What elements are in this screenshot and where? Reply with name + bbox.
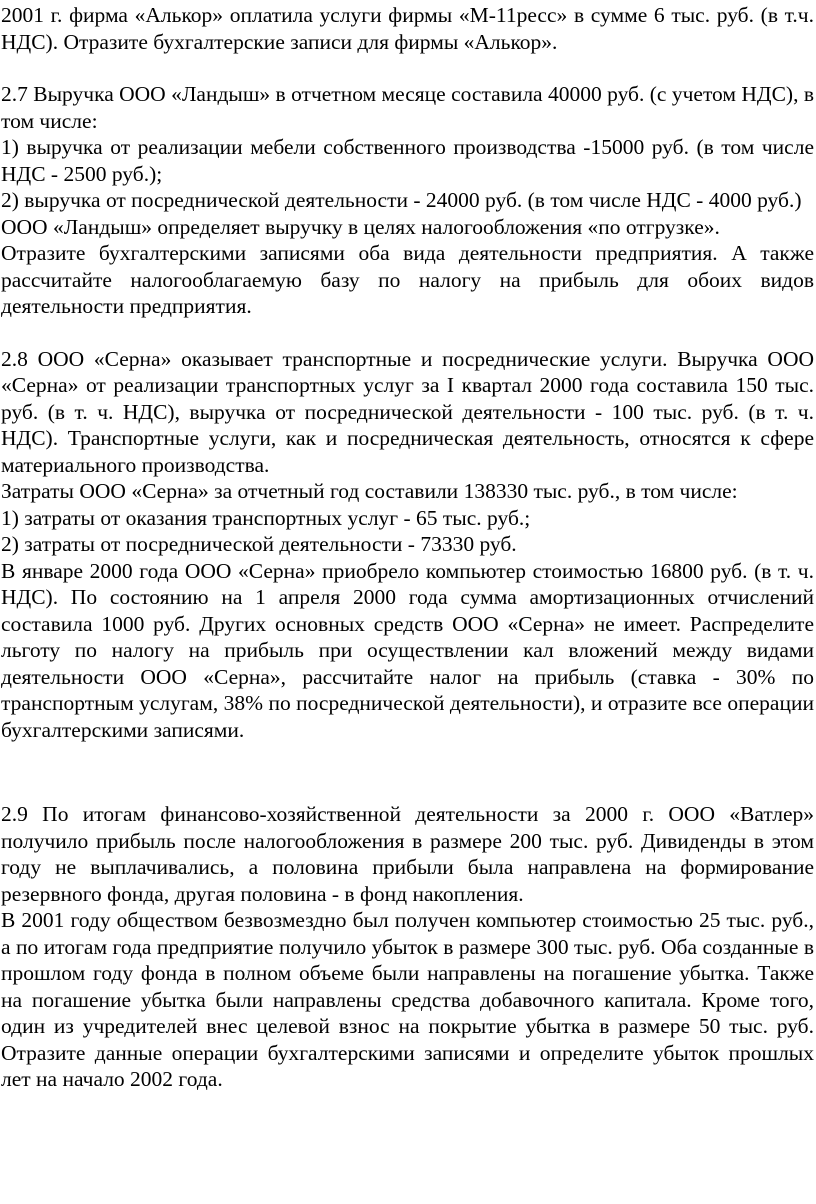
task-2-9-body: В 2001 году обществом безвозмездно был получен компьютер стоимостью 25 тыс. руб., а по итогам года предприятие получило убыток в размере 300 тыс. руб. Оба созданные в прошлом году фонда в полном объеме были направлены на погашение убытка. Также на погашение убытка были направлены средства добавочного капитала. Кроме того, один из учредителей внес целевой взнос на покрытие убытка в размере 50 тыс. руб. Отразите данные операции бухгалтерскими записями и определите убыток прошлых лет на начало 2002 года. <box>1 908 814 1091</box>
intro-paragraph: 2001 г. фирма «Алькор» оплатила услуги фирмы «М-11ресс» в сумме 6 тыс. руб. (в т.ч. НДС). Отразите бухгалтерские записи для фирмы «Алькор». <box>1 3 814 54</box>
task-2-8-costs: Затраты ООО «Серна» за отчетный год составили 138330 тыс. руб., в том числе: <box>1 479 738 503</box>
task-2-9-heading: 2.9 По итогам финансово-хозяйственной деятельности за 2000 г. ООО «Ватлер» получило прибыль после налогообложения в размере 200 тыс. руб. Дивиденды в этом году не выплачивались, а половина прибыли была направлена на формирование резервного фонда, другая половина - в фонд накопления. <box>1 802 814 906</box>
document-page <box>1 2 814 1093</box>
task-2-7-line-3: ООО «Ландыш» определяет выручку в целях налогообложения «по отгрузке». <box>1 214 720 239</box>
spacer <box>1 320 814 346</box>
task-2-8-item-2: 2) затраты от посреднической деятельности - 73330 руб. <box>1 532 517 556</box>
task-2-8-item-1: 1) затраты от оказания транспортных услуг - 65 тыс. руб.; <box>1 505 531 530</box>
task-2-8-final: В январе 2000 года ООО «Серна» приобрело компьютер стоимостью 16800 руб. (в т. ч. НДС). По состоянию на 1 апреля 2000 года сумма амортизационных отчислений составила 1000 руб. Других основных средств ООО «Серна» не имеет. Распределите льготу по налогу на прибыль при осуществлении кал вложений между видами деятельности ООО «Серна», рассчитайте налог на прибыль (ставка - 30% по транспортным услугам, 38% по посреднической деятельности), и отразите все операции бухгалтерскими записями. <box>1 558 814 742</box>
spacer <box>1 743 814 801</box>
task-2-7-item-1: 1) выручка от реализации мебели собственного производства -15000 руб. (в том числе НДС - 2500 руб.); <box>1 135 814 186</box>
spacer <box>1 55 814 81</box>
task-2-8-heading: 2.8 ООО «Серна» оказывает транспортные и посреднические услуги. Выручка ООО «Серна» от реализации транспортных услуг за I квартал 2000 года составила 150 тыс. руб. (в т. ч. НДС), выручка от посреднической деятельности - 100 тыс. руб. (в т. ч. НДС). Транспортные услуги, как и посредническая деятельность, относятся к сфере материального производства. <box>1 346 814 477</box>
task-2-7-heading: 2.7 Выручка ООО «Ландыш» в отчетном месяце составила 40000 руб. (с учетом НДС), в том числе: <box>1 82 814 133</box>
task-2-7-item-2: 2) выручка от посреднической деятельности - 24000 руб. (в том числе НДС - 4000 руб.) <box>1 188 802 212</box>
task-2-7-line-4: Отразите бухгалтерскими записями оба вида деятельности предприятия. А также рассчитайте налогооблагаемую базу по налогу на прибыль для обоих видов деятельности предприятия. <box>1 241 814 318</box>
